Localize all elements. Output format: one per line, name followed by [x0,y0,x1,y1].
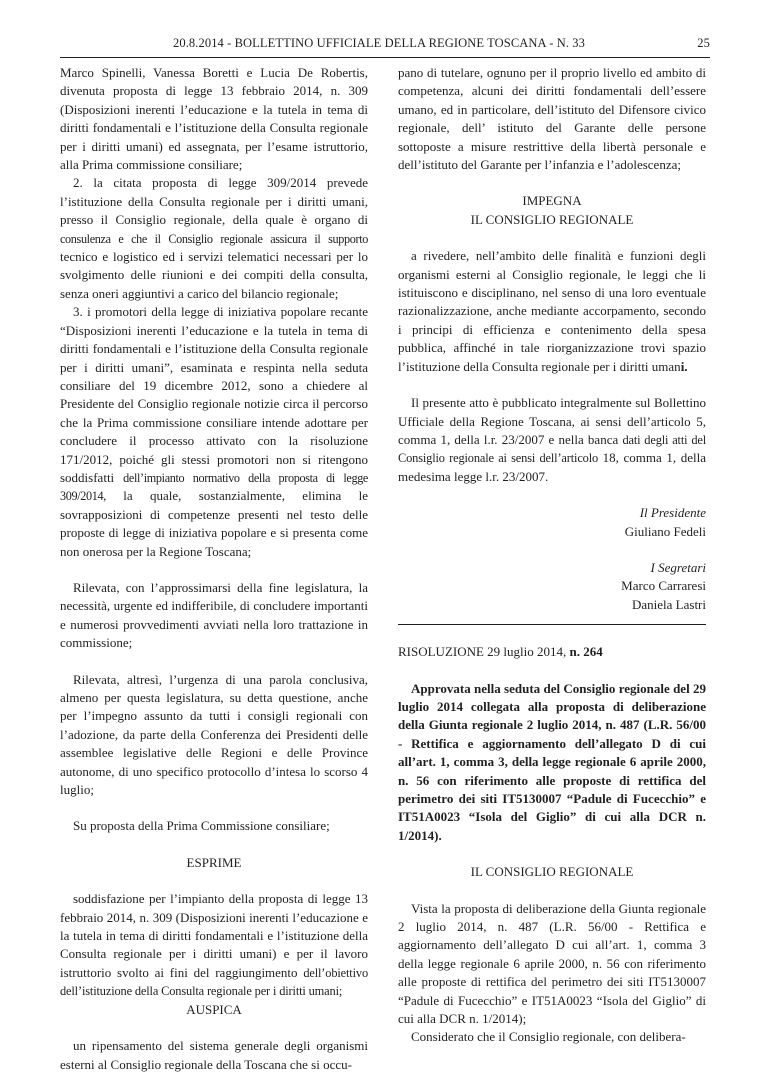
bulletin-title: 20.8.2014 - BOLLETTINO UFFICIALE DELLA REGIONE TOSCANA - N. 33 [173,36,585,50]
rilevata-1-text-a: Rilevata, con l’approssimarsi della fine legislatura, la necessità, urgente ed indifferibile, di concludere importanti [60,579,368,614]
paragraph-point-3 [60,303,368,561]
paragraph-pubblicazione [398,394,706,486]
paragraph-considerato: Considerato che il Consiglio regionale, con delibera- [411,1029,686,1045]
paragraph-vista: Vista la proposta di deliberazione della Giunta regionale 2 luglio 2014, n. 487 (L.R. 56/00 - Rettifica e aggiornamento dell’allegato D cui all’art. 1, comma 3 della legge regionale 6 aprile 2000, n. 56 con riferimento alle proposte di rettifica del perimetro dei siti IT5130007 “Padule di Fucecchio” e IT51A0023 “Isola del Giglio” di cui alla DCR n. 1/2014); [398,900,706,1027]
resolution-heading [398,643,706,661]
paragraph-proposta: Su proposta della Prima Commissione consiliare; [73,818,330,834]
point-2-text-b: consulenza e che il Consiglio regionale assicura il supporto [60,231,368,246]
paragraph-esprime [60,890,368,1000]
resolution-number: n. 264 [569,644,603,660]
signature-president-role: Il Presidente [639,505,706,521]
right-column [398,64,706,1047]
paragraph-rilevata-1 [60,579,368,653]
pubblicazione-text-a: Il presente atto è pubblicato integralmente sul Bollettino Ufficiale della Regione Toscana, ai sensi dell’articolo 5, comma 1, della l.r. 23/2007 e nella banca [398,395,706,447]
esprime-text-b: dell’obiettivo dell’istituzione della Consulta regionale per i diritti umani; [60,965,368,999]
point-3-text-c: la quale, sostanzialmente, elimina le sovrapposizioni di competenze presenti nel testo delle proposte di legge di iniziativa popolare e si presenta come non onerosa per la Regione Toscana; [60,488,368,559]
paragraph-intro: Marco Spinelli, Vanessa Boretti e Lucia De Robertis, divenuta proposta di legge 13 febbraio 2014, n. 309 (Disposizioni inerenti l’educazione e la tutela in tema di diritti fondamentali e l’istituzione della Consulta regionale per i diritti umani) ed assegnata, per l’esame istruttorio, alla Prima commissione consiliare; [60,65,368,173]
point-2-text-a: 2. la citata proposta di legge 309/2014 prevede l’istituzione della Consulta regionale per i diritti umani, presso il Consiglio regionale, della quale è organo di [60,175,368,228]
esprime-text-a: soddisfazione per l’impianto della proposta di legge 13 febbraio 2014, n. 309 (Disposizioni inerenti l’educazione e la tutela in tema di diritti fondamentali e l’istituzione della Consulta regionale per i diritti umani) e per il lavoro istruttorio svolto ai fini del raggiungimento [60,891,368,980]
paragraph-continuation: pano di tutelare, ognuno per il proprio livello ed ambito di competenza, alcuni dei diritti fondamentali dell’essere umano, ed in particolare, dell’istituto del Difensore civico regionale, dell’ istituto del Garante delle persone sottoposte a misure restrittive della libertà personale e dell’istituto del Garante per l’infanzia e l’adolescenza; [398,65,706,173]
impegna-text-end: i. [680,358,688,374]
signature-secretary-2: Daniela Lastri [632,596,706,612]
impegna-text: a rivedere, nell’ambito delle finalità e funzioni degli organismi esterni al Consiglio regionale, le leggi che li istituiscono e disciplinano, nel senso di una loro eventuale razionalizzazione, anche mediante accorpamento, secondo i principi di efficienza e contenimento della spesa pubblica, affinché in tale riorganizzazione trovi spazio l’istituzione della Consulta regionale per i diritti uman [398,248,706,374]
heading-esprime: ESPRIME [186,854,242,870]
signature-president-name: Giuliano Fedeli [624,523,706,539]
paragraph-rilevata-2: Rilevata, altresì, l’urgenza di una parola conclusiva, almeno per questa legislatura, su detta questione, anche per l’impegno assunto da tutti i consigli regionali con l’adozione, da parte della Conferenza dei Presidenti delle assemblee legislative delle Regioni e delle Province autonome, di uno specifico protocollo d’intesa lo scorso 4 luglio; [60,671,368,798]
heading-impegna-consiglio: IL CONSIGLIO REGIONALE [470,211,634,227]
page-header [60,36,710,56]
heading-impegna: IMPEGNA [522,193,582,209]
heading-consiglio: IL CONSIGLIO REGIONALE [470,864,634,880]
left-column [60,64,368,1074]
header-rule [60,57,710,58]
signature-secretary-1: Marco Carraresi [621,578,706,594]
resolution-label: RISOLUZIONE 29 luglio 2014, [398,644,570,660]
point-3-text-a: 3. i promotori della legge di iniziativa popolare recante “Disposizioni inerenti l’educazione e la tutela in tema di diritti fondamentali e l’istituzione della Consulta regionale per i diritti umani”, esaminata e respinta nella seduta consiliare del 19 dicembre 2012, sono a chiedere al Presidente del Consiglio regionale notizie circa il percorso che la Prima commissione consiliare intende adottare per concludere il processo attivato con la risoluzione 171/2012, poiché gli stessi promotori non si ritengono soddisfatti [60,304,368,485]
pubblicazione-text-c: 18, comma 1, della medesima legge l.r. 23/2007. [398,450,707,484]
paragraph-point-2 [60,174,368,303]
point-3-text-b: dell’impianto normativo della proposta di legge 309/2014, [60,470,368,504]
rilevata-1-text-b: e numerosi provvedimenti avviati nella loro trattazione in commissione; [60,616,368,651]
point-2-text-c: tecnico e logistico ed i servizi telematici necessari per lo svolgimento delle riunioni e dei compiti della consulta, senza oneri aggiuntivi a carico del bilancio regionale; [60,249,368,301]
pubblicazione-text-b: dati degli atti del Consiglio regionale ai sensi dell’articolo [398,432,707,466]
page-number: 25 [697,36,710,50]
paragraph-auspica: un ripensamento del sistema generale degli organismi esterni al Consiglio regionale della Toscana che si occu- [60,1038,368,1072]
resolution-summary: Approvata nella seduta del Consiglio regionale del 29 luglio 2014 collegata alla proposta di deliberazione della Giunta regionale 2 luglio 2014, n. 487 (L.R. 56/00 - Rettifica e aggiornamento dell’allegato D di cui all’art. 1, comma 3, della legge regionale 6 aprile 2000, n. 56 con riferimento alle proposte di rettifica del perimetro dei siti IT5130007 “Padule di Fucecchio” e IT51A0023 “Isola del Giglio” di cui alla DCR n. 1/2014). [398,680,706,843]
paragraph-impegna [398,247,706,376]
signature-secretaries-role: I Segretari [650,559,706,575]
heading-auspica: AUSPICA [186,1001,242,1017]
